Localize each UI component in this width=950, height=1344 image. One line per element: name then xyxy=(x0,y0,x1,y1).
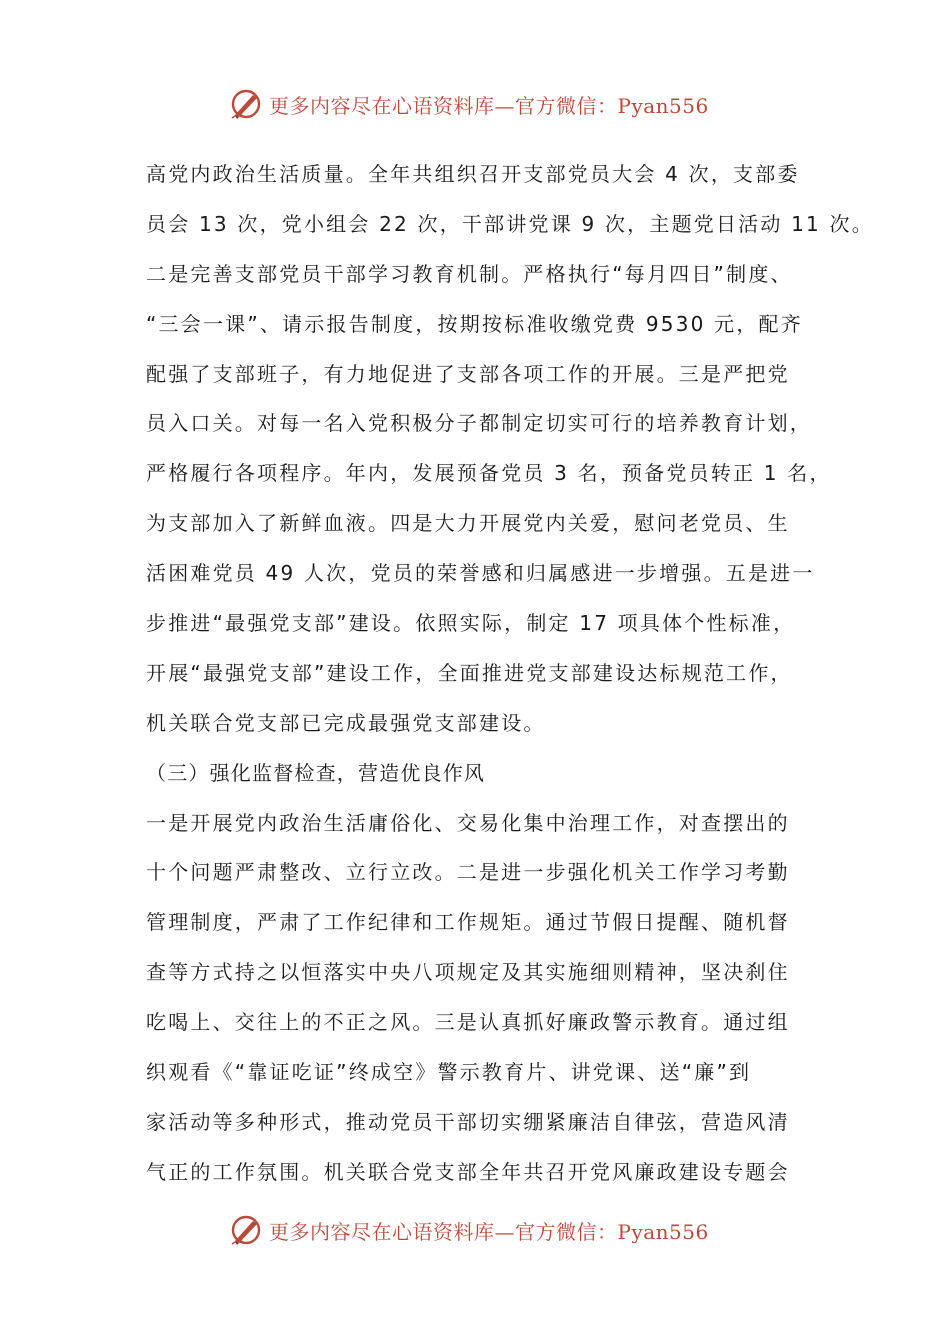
text-line: 十个问题严肃整改、立行立改。二是进一步强化机关工作学习考勤 xyxy=(146,860,790,885)
text-line: 高党内政治生活质量。全年共组织召开支部党员大会 4 次，支部委 xyxy=(146,162,800,186)
watermark-text: 更多内容尽在心语资料库—官方微信：Pyan556 xyxy=(269,93,709,118)
text-line: 步推进“最强党支部”建设。依照实际，制定 17 项具体个性标准， xyxy=(146,611,796,636)
section-heading: （三）强化监督检查，营造优良作风 xyxy=(146,760,486,785)
text-line: “三会一课”、请示报告制度，按期按标准收缴党费 9530 元，配齐 xyxy=(146,311,803,336)
text-line: 活困难党员 49 人次，党员的荣誉感和归属感进一步增强。五是进一 xyxy=(146,561,815,586)
text-line: 家活动等多种形式，推动党员干部切实绷紧廉洁自律弦，营造风清 xyxy=(146,1109,790,1134)
watermark-header xyxy=(229,86,709,122)
text-line: 气正的工作氛围。机关联合党支部全年共召开党风廉政建设专题会 xyxy=(146,1159,790,1184)
text-line: 开展“最强党支部”建设工作，全面推进党支部建设达标规范工作， xyxy=(146,660,793,685)
text-line: 员入口关。对每一名入党积极分子都制定切实可行的培养教育计划， xyxy=(146,411,812,436)
text-line: 配强了支部班子，有力地促进了支部各项工作的开展。三是严把党 xyxy=(146,361,790,386)
pen-logo-icon xyxy=(229,1213,263,1247)
text-line: 一是开展党内政治生活庸俗化、交易化集中治理工作，对查摆出的 xyxy=(146,810,790,835)
document-body xyxy=(146,150,874,1198)
text-line: 二是完善支部党员干部学习教育机制。严格执行“每月四日”制度、 xyxy=(146,261,793,286)
text-line: 为支部加入了新鲜血液。四是大力开展党内关爱，慰问老党员、生 xyxy=(146,511,790,536)
text-line: 吃喝上、交往上的不正之风。三是认真抓好廉政警示教育。通过组 xyxy=(146,1010,790,1035)
text-line: 管理制度，严肃了工作纪律和工作规矩。通过节假日提醒、随机督 xyxy=(146,910,790,935)
watermark-footer xyxy=(229,1212,709,1248)
watermark-text: 更多内容尽在心语资料库—官方微信：Pyan556 xyxy=(269,1219,709,1244)
pen-logo-icon xyxy=(229,87,263,121)
text-line: 严格履行各项程序。年内，发展预备党员 3 名，预备党员转正 1 名， xyxy=(146,461,832,486)
text-line: 员会 13 次，党小组会 22 次，干部讲党课 9 次，主题党日活动 11 次。 xyxy=(146,211,874,236)
text-line: 织观看《“靠证吃证”终成空》警示教育片、讲党课、送“廉”到 xyxy=(146,1060,752,1085)
text-line: 查等方式持之以恒落实中央八项规定及其实施细则精神，坚决刹住 xyxy=(146,960,790,985)
text-line: 机关联合党支部已完成最强党支部建设。 xyxy=(146,710,546,735)
